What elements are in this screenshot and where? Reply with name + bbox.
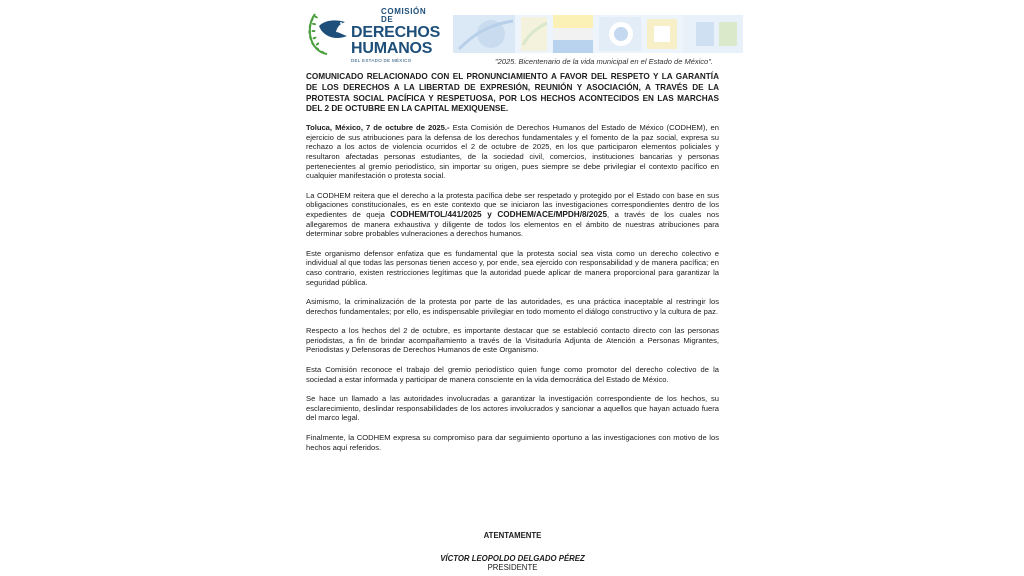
logo-line2: HUMANOS [351,40,433,57]
paragraph-8: Finalmente, la CODHEM expresa su compromiso para dar seguimiento oportuno a las investigaciones con motivo de los hechos aquí referidos. [306,433,719,452]
paragraph-4: Asimismo, la criminalización de la protesta por parte de las autoridades, es una práctica inaceptable al restringir los derechos fundamentales; por ello, es indispensable privilegiar en todo momento el diálogo constructivo y la cultura de paz. [306,297,719,316]
press-release-body [306,72,719,452]
paragraph-7: Se hace un llamado a las autoridades involucradas a garantizar la investigación correspondiente de los hechos, su esclarecimiento, deslindar responsabilidades de los actores involucrados y sancionar a aquellos que hayan actuado fuera del marco legal. [306,394,719,423]
signature-block [306,531,719,573]
paragraph-2-text-b: , a través de los cuales nos allegaremos de manera exhaustiva y diligente de todos los elementos en el ámbito de nuestras atribuciones para determinar sobre probables vulneraciones a derechos humanos. [306,209,720,239]
codhem-logo [305,6,441,63]
document-title: COMUNICADO RELACIONADO CON EL PRONUNCIAMIENTO A FAVOR DEL RESPETO Y LA GARANTÍA DE LOS DERECHOS A LA LIBERTAD DE EXPRESIÓN, REUNIÓN Y ASOCIACIÓN, A TRAVÉS DE LA PROTESTA SOCIAL PACÍFICA Y RESPETUOSA, POR LOS HECHOS ACONTECIDOS EN LAS MARCHAS DEL 2 DE OCTUBRE EN LA CAPITAL MEXIQUENSE. [306,72,719,114]
letterhead [305,6,745,68]
logo-wordmark [351,8,440,64]
slogan-text: "2025. Bicentenario de la vida municipal en el Estado de México". [495,57,713,66]
closing-text: ATENTAMENTE [483,531,542,540]
signatory-name: VÍCTOR LEOPOLDO DELGADO PÉREZ [440,554,585,563]
dateline: Toluca, México, 7 de octubre de 2025.- [306,123,450,133]
signatory-role: PRESIDENTE [487,563,538,572]
paragraph-5: Respecto a los hechos del 2 de octubre, es importante destacar que se estableció contacto directo con las personas periodistas, a fin de brindar acompañamiento a través de la Visitaduría Adjunta de Atención a Personas Migrantes, Periodistas y Defensoras de Derechos Humanos de este Organismo. [306,326,719,355]
logo-top-line: COMISIÓN DE [381,7,427,24]
paragraph-2 [306,191,719,239]
case-number-2: CODHEM/ACE/MPDH/8/2025 [497,209,608,219]
paragraph-6: Esta Comisión reconoce el trabajo del gremio periodístico quien funge como promotor del derecho colectivo de la sociedad a estar informada y participar de manera consciente en la vida democrática del Estado de México. [306,365,719,384]
dove-wreath-icon [305,8,349,56]
paragraph-1 [306,123,719,181]
case-number-1: CODHEM/TOL/441/2025 [390,209,482,219]
paragraph-1-text: Esta Comisión de Derechos Humanos del Estado de México (CODHEM), en ejercicio de sus atribuciones para la defensa de los derechos fundamentales y el fomento de la paz social, expresa su rechazo a los actos de violencia ocurridos el 2 de octubre de 2025, en los que participaron elementos policiales y resultaron afectadas personas estudiantes, de la sociedad civil, comercios, instituciones bancarias y personas pertenecientes al gremio periodístico, sin importar su origen, pues siempre se debe privilegiar el contexto pacífico en cualquier manifestación o protesta social. [306,123,720,181]
paragraph-2-text-a: La CODHEM reitera que el derecho a la protesta pacífica debe ser respetado y protegido por el Estado con base en sus obligaciones constitucionales, es en este contexto que se iniciaron las investigaciones correspondientes dentro de los expedientes de queja [306,190,719,219]
logo-line1: DERECHOS [351,24,441,41]
paragraph-3: Este organismo defensor enfatiza que es fundamental que la protesta social sea vista como un derecho colectivo e individual al que todas las personas tienen acceso y, por ende, sea ejercido con responsabilidad y de manera pacífica; en caso contrario, existen restricciones legítimas que la autoridad puede aplicar de manera proporcional para garantizar la seguridad pública. [306,248,719,287]
case-conjunction: y [481,209,498,219]
logo-bottom-line: DEL ESTADO DE MÉXICO [351,58,412,63]
decorative-banner [453,15,743,53]
